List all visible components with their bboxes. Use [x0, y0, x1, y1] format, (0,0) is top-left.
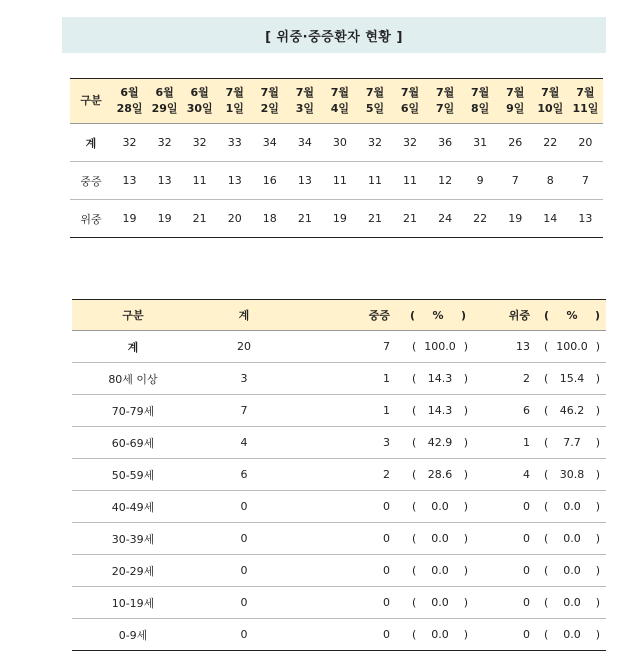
daily-cell: 18: [252, 200, 287, 238]
daily-cell: 20: [217, 200, 252, 238]
age-total: 3: [194, 363, 294, 395]
daily-row: [70, 162, 603, 200]
age-row: [72, 395, 606, 427]
date-header: 6월 28일: [112, 79, 147, 124]
daily-cell: 14: [533, 200, 568, 238]
age-severe-pct: ( 14.3 ): [390, 363, 470, 395]
daily-cell: 19: [498, 200, 533, 238]
daily-cell: 33: [217, 124, 252, 162]
date-header: 7월 5일: [357, 79, 392, 124]
date-header: 7월 6일: [393, 79, 428, 124]
age-severe-pct: ( 0.0 ): [390, 619, 470, 651]
age-critical-pct: ( 0.0 ): [530, 619, 606, 651]
age-critical-pct: ( 100.0 ): [530, 331, 606, 363]
age-critical: 1: [470, 427, 530, 459]
daily-cell: 26: [498, 124, 533, 162]
age-critical: 0: [470, 587, 530, 619]
age-row: [72, 331, 606, 363]
daily-cell: 19: [322, 200, 357, 238]
daily-row: [70, 200, 603, 238]
age-severe-pct: ( 42.9 ): [390, 427, 470, 459]
age-critical-pct: ( 15.4 ): [530, 363, 606, 395]
age-severe: 0: [294, 491, 390, 523]
daily-cell: 12: [428, 162, 463, 200]
date-header: 7월 8일: [463, 79, 498, 124]
daily-cell: 22: [463, 200, 498, 238]
age-severe-pct: ( 100.0 ): [390, 331, 470, 363]
age-critical-pct: ( 30.8 ): [530, 459, 606, 491]
age-critical: 0: [470, 491, 530, 523]
daily-cell: 13: [112, 162, 147, 200]
daily-cell: 13: [568, 200, 603, 238]
daily-cell: 11: [393, 162, 428, 200]
age-severe: 1: [294, 363, 390, 395]
age-header-critical: 위중: [470, 300, 530, 331]
age-critical: 13: [470, 331, 530, 363]
daily-cell: 13: [147, 162, 182, 200]
daily-cell: 21: [182, 200, 217, 238]
age-severe: 2: [294, 459, 390, 491]
age-critical: 6: [470, 395, 530, 427]
date-header: 6월 30일: [182, 79, 217, 124]
daily-cell: 13: [287, 162, 322, 200]
age-header-critical-pct: ( % ): [530, 300, 606, 331]
age-critical-pct: ( 0.0 ): [530, 555, 606, 587]
date-header: 7월 7일: [428, 79, 463, 124]
daily-cell: 13: [217, 162, 252, 200]
date-header: 7월 11일: [568, 79, 603, 124]
age-group-label: 80세 이상: [72, 363, 194, 395]
daily-row-label: 위중: [70, 200, 112, 238]
age-group-label: 50-59세: [72, 459, 194, 491]
daily-row-label: 계: [70, 124, 112, 162]
daily-cell: 32: [182, 124, 217, 162]
daily-cell: 7: [498, 162, 533, 200]
date-header: 7월 9일: [498, 79, 533, 124]
daily-cell: 21: [357, 200, 392, 238]
age-severe-pct: ( 14.3 ): [390, 395, 470, 427]
age-severe-pct: ( 0.0 ): [390, 587, 470, 619]
age-critical: 0: [470, 523, 530, 555]
daily-cell: 19: [112, 200, 147, 238]
age-severe: 0: [294, 619, 390, 651]
age-header-severe-pct: ( % ): [390, 300, 470, 331]
age-critical-pct: ( 0.0 ): [530, 587, 606, 619]
age-row: [72, 587, 606, 619]
date-header: 7월 3일: [287, 79, 322, 124]
daily-cell: 34: [252, 124, 287, 162]
age-critical: 4: [470, 459, 530, 491]
daily-cell: 32: [357, 124, 392, 162]
age-critical-pct: ( 0.0 ): [530, 523, 606, 555]
date-header: 7월 2일: [252, 79, 287, 124]
daily-cell: 31: [463, 124, 498, 162]
age-row: [72, 491, 606, 523]
age-header-total: 계: [194, 300, 294, 331]
age-severe: 0: [294, 587, 390, 619]
age-total: 0: [194, 619, 294, 651]
age-group-label: 40-49세: [72, 491, 194, 523]
daily-cell: 11: [182, 162, 217, 200]
age-group-label: 60-69세: [72, 427, 194, 459]
date-header: 7월 1일: [217, 79, 252, 124]
age-row: [72, 523, 606, 555]
age-total: 7: [194, 395, 294, 427]
age-header-severe: 중증: [294, 300, 390, 331]
age-group-label: 10-19세: [72, 587, 194, 619]
age-critical: 0: [470, 619, 530, 651]
age-row: [72, 619, 606, 651]
daily-cell: 21: [287, 200, 322, 238]
daily-cell: 11: [357, 162, 392, 200]
age-total: 0: [194, 491, 294, 523]
daily-row: [70, 124, 603, 162]
daily-row-label: 중증: [70, 162, 112, 200]
daily-header-row: [70, 79, 603, 124]
age-group-table: [72, 299, 606, 651]
age-total: 0: [194, 587, 294, 619]
age-row: [72, 427, 606, 459]
daily-cell: 30: [322, 124, 357, 162]
daily-cell: 16: [252, 162, 287, 200]
age-severe-pct: ( 28.6 ): [390, 459, 470, 491]
age-critical-pct: ( 7.7 ): [530, 427, 606, 459]
daily-header-label: 구분: [70, 79, 112, 124]
daily-cell: 32: [393, 124, 428, 162]
age-severe: 3: [294, 427, 390, 459]
daily-cell: 7: [568, 162, 603, 200]
date-header: 7월 4일: [322, 79, 357, 124]
daily-cell: 21: [393, 200, 428, 238]
age-severe-pct: ( 0.0 ): [390, 491, 470, 523]
age-total: 6: [194, 459, 294, 491]
age-critical-pct: ( 46.2 ): [530, 395, 606, 427]
daily-cell: 19: [147, 200, 182, 238]
age-row: [72, 459, 606, 491]
age-total: 4: [194, 427, 294, 459]
daily-cell: 22: [533, 124, 568, 162]
age-group-label: 0-9세: [72, 619, 194, 651]
age-critical-pct: ( 0.0 ): [530, 491, 606, 523]
daily-cell: 20: [568, 124, 603, 162]
age-group-label: 20-29세: [72, 555, 194, 587]
age-row: [72, 555, 606, 587]
page-title: [ 위중·중증환자 현황 ]: [62, 17, 606, 53]
age-severe: 0: [294, 555, 390, 587]
age-severe-pct: ( 0.0 ): [390, 523, 470, 555]
age-critical: 0: [470, 555, 530, 587]
age-header-group: 구분: [72, 300, 194, 331]
daily-cell: 11: [322, 162, 357, 200]
age-row: [72, 363, 606, 395]
daily-cell: 32: [147, 124, 182, 162]
daily-cell: 9: [463, 162, 498, 200]
age-group-label: 70-79세: [72, 395, 194, 427]
daily-cell: 8: [533, 162, 568, 200]
age-header-row: [72, 300, 606, 331]
age-severe: 7: [294, 331, 390, 363]
daily-cell: 34: [287, 124, 322, 162]
age-group-label: 계: [72, 331, 194, 363]
age-total: 0: [194, 555, 294, 587]
age-severe: 0: [294, 523, 390, 555]
daily-cell: 32: [112, 124, 147, 162]
daily-cell: 24: [428, 200, 463, 238]
age-group-label: 30-39세: [72, 523, 194, 555]
daily-cell: 36: [428, 124, 463, 162]
age-critical: 2: [470, 363, 530, 395]
age-severe-pct: ( 0.0 ): [390, 555, 470, 587]
age-total: 0: [194, 523, 294, 555]
daily-status-table: [70, 78, 603, 238]
age-total: 20: [194, 331, 294, 363]
date-header: 6월 29일: [147, 79, 182, 124]
age-severe: 1: [294, 395, 390, 427]
date-header: 7월 10일: [533, 79, 568, 124]
